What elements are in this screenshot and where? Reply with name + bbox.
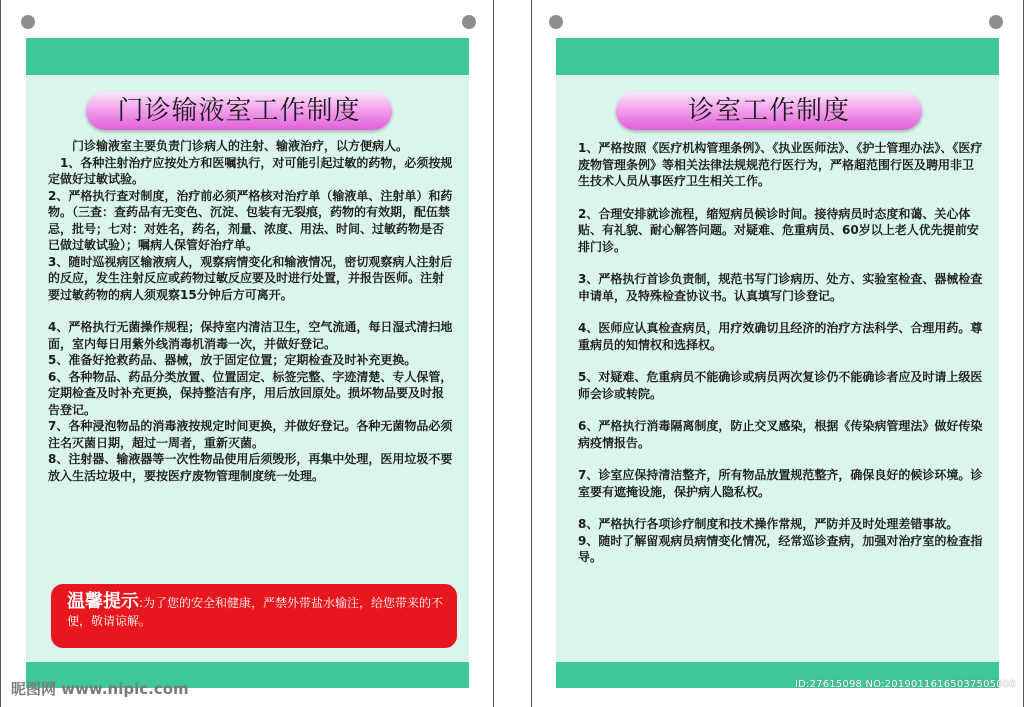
paragraph: 门诊输液室主要负责门诊病人的注射、输液治疗，以方便病人。 [48,139,409,153]
top-band [26,38,469,75]
hanging-hole-icon [989,15,1003,29]
right-title: 诊室工作制度 [616,92,922,130]
paragraph: 6、严格执行消毒隔离制度，防止交叉感染，根据《传染病管理法》做好传染病疫情报告。 [578,419,983,450]
paragraph: 2、合理安排就诊流程，缩短病员候诊时间。接待病员时态度和蔼、关心体贴、有礼貌、耐心解答问题。对疑难、危重病员、60岁以上老人优先提前安排门诊。 [578,206,979,254]
left-body [48,138,455,484]
paragraph: 4、严格执行无菌操作规程；保持室内清洁卫生，空气流通，每日湿式清扫地面，室内每日用紫外线消毒机消毒一次，并做好登记。 [48,320,453,351]
top-band [556,38,999,75]
paragraph: 7、各种浸泡物品的消毒液按规定时间更换，并做好登记。各种无菌物品必须注名灭菌日期，超过一周者，重新灭菌。 [48,419,453,450]
hanging-hole-icon [462,15,476,29]
warm-tip-box [51,584,457,648]
paragraph: 9、随时了解留观病员病情变化情况，经常巡诊查病，加强对治疗室的检查指导。 [578,533,983,564]
site-watermark: 昵图网 www.nipic.com [11,680,189,698]
paragraph: 5、对疑难、危重病员不能确诊或病员两次复诊仍不能确诊者应及时请上级医师会诊或转院。 [578,370,983,401]
hanging-hole-icon [21,15,35,29]
right-body [578,140,985,566]
paragraph: 1、各种注射治疗应按处方和医嘱执行，对可能引起过敏的药物，必须按规定做好过敏试验。 [48,155,453,186]
paragraph: 7、诊室应保持清洁整齐，所有物品放置规范整齐，确保良好的候诊环境。诊室要有遮掩设施，保护病人隐私权。 [578,468,983,499]
right-board [556,38,999,688]
paragraph: 1、严格按照《医疗机构管理条例》、《执业医师法》、《护士管理办法》、《医疗废物管理条例》等相关法律法规规范行医行为，严格超范围行医及聘用非卫生技术人员从事医疗卫生相关工作。 [578,141,983,188]
image-id-watermark: ID:27615098 NO:20190116165037505000 [795,679,1016,690]
left-title: 门诊输液室工作制度 [86,92,392,130]
paragraph: 6、各种物品、药品分类放置、位置固定、标签完整、字迹清楚、专人保管，定期检查及时补充更换，保持整洁有序，用后放回原处。损坏物品要及时报告登记。 [48,369,453,417]
right-sign-sheet [531,0,1024,707]
paragraph: 4、医师应认真检查病员，用疗效确切且经济的治疗方法科学、合理用药。尊重病员的知情权和选择权。 [578,321,983,352]
paragraph: 5、准备好抢救药品、器械，放于固定位置；定期检查及时补充更换。 [48,353,417,367]
paragraph: 8、严格执行各项诊疗制度和技术操作常规，严防并及时处理差错事故。 [578,517,959,531]
paragraph: 2、严格执行查对制度，治疗前必须严格核对治疗单（输液单、注射单）和药物。（三查：查药品有无变色、沉淀、包装有无裂痕，药物的有效期，配伍禁忌，批号；七对：对姓名，药名，剂量、浓度、用法、时间、过敏药物是否已做过敏试验）；嘱病人保管好治疗单。 [48,188,453,252]
left-board [26,38,469,688]
hanging-hole-icon [549,15,563,29]
paragraph: 3、随时巡视病区输液病人，观察病情变化和输液情况，密切观察病人注射后的反应，发生注射反应或药物过敏反应要及时进行处置，并报告医师。注射要过敏药物的病人须观察15分钟后方可离开。 [48,254,453,302]
warm-tip-title: 温馨提示 [67,591,139,612]
warm-tip-text: :为了您的安全和健康，严禁外带盐水输注，给您带来的不便，敬请谅解。 [67,596,444,628]
paragraph: 8、注射器、输液器等一次性物品使用后须毁形，再集中处理，医用垃圾不要放入生活垃圾中，要按医疗废物管理制度统一处理。 [48,452,453,483]
paragraph: 3、严格执行首诊负责制，规范书写门诊病历、处方、实验室检查、器械检查申请单，及特殊检查协议书。认真填写门诊登记。 [578,272,983,303]
left-sign-sheet [0,0,494,707]
